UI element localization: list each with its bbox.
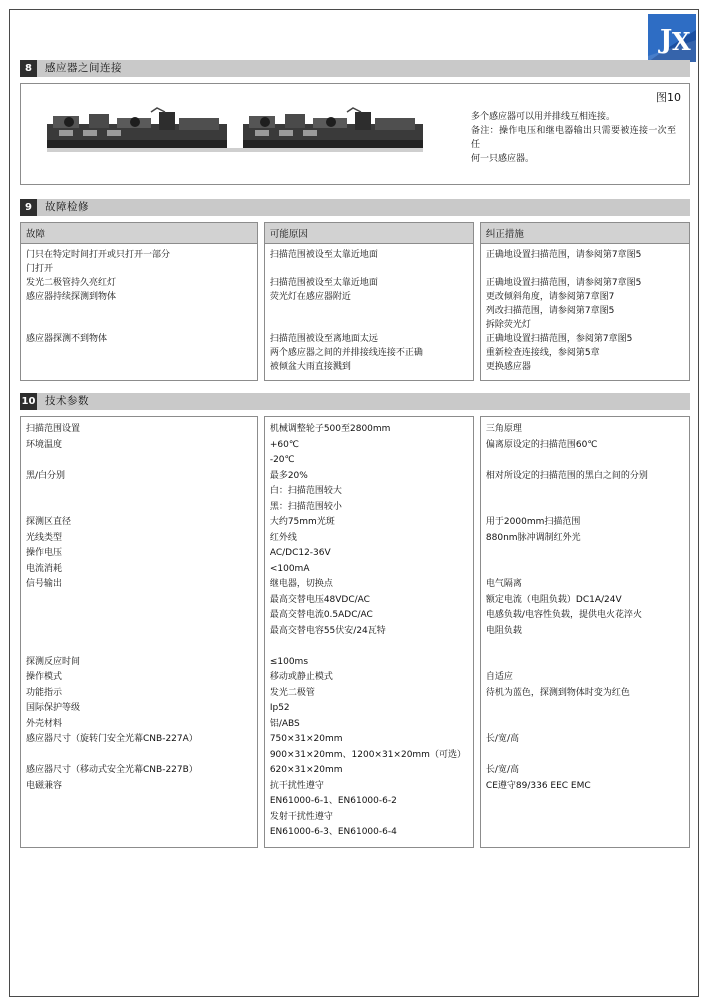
list-item: Ip52 [269,703,290,713]
list-item: +60℃ [269,439,299,450]
list-item: 铝/ABS [269,718,300,729]
list-item [486,562,684,578]
section-title: 技术参数 [37,393,690,410]
list-item: 最高交替电容55伏安/24瓦特 [269,625,386,636]
table-row: 拆除荧光灯 [485,320,531,330]
figure-caption-line-2: 备注：操作电压和继电器输出只需要被连接一次至任 [471,126,676,150]
figure-box-10 [20,83,690,185]
list-item: 国际保护等级 [26,703,81,713]
table-row: 门只在特定时间打开或只打开一部分 [26,250,171,260]
list-item [486,484,684,500]
list-item: 信号输出 [26,579,63,589]
list-item: 880nm脉冲调制红外光 [485,532,581,543]
list-item: -20℃ [269,455,295,465]
list-item: 黑：扫描范围较小 [269,501,342,512]
list-item: 感应器尺寸（移动式安全光幕CNB-227B） [26,765,198,775]
list-item [486,717,684,733]
trouble-column-action [480,222,690,381]
table-row: 更换感应器 [485,362,531,372]
table-row: 两个感应器之间的并排接线连接不正确 [269,348,423,358]
list-item: 环境温度 [26,439,63,450]
list-item [26,748,252,764]
spec-column-value [264,416,474,848]
column-header-cause: 可能原因 [265,223,473,244]
list-item: 三角原理 [485,424,522,434]
column-header-action: 纠正措施 [481,223,689,244]
column-body-cause [265,244,473,380]
table-row: 感应器探测不到物体 [26,334,108,344]
list-item [26,624,252,640]
list-item [486,639,684,655]
spec-column-note [480,416,690,848]
list-item: 操作模式 [26,672,63,682]
list-item: 长/宽/高 [485,765,519,775]
list-item: 最多20% [269,470,308,481]
section-number: 10 [20,393,37,410]
list-item: 抗干扰性遵守 [269,780,324,791]
list-item: 探测反应时间 [26,656,81,667]
table-row: 列改扫描范围，请参阅第7章图5 [485,306,615,316]
list-item [486,655,684,671]
list-item [486,701,684,717]
jx-logo-icon [644,10,700,66]
table-row [26,360,252,374]
spec-table [20,416,690,848]
list-item [26,639,252,655]
table-row: 荧光灯在感应器附近 [269,292,351,302]
table-row [270,262,468,276]
list-item [486,500,684,516]
list-item: 额定电流（电阻负载）DC1A/24V [485,594,622,605]
table-row: 正确地设置扫描范围，请参阅第7章图5 [485,278,642,288]
section-title: 感应器之间连接 [37,60,690,77]
list-item: 900×31×20mm、1200×31×20mm（可选） [269,749,466,760]
section-title: 故障检修 [37,199,690,216]
list-item: 功能指示 [26,687,63,698]
list-item: 机械调整轮子500至2800mm [269,424,391,434]
table-row: 正确地设置扫描范围，参阅第7章图5 [485,334,633,344]
column-header-fault: 故障 [21,223,257,244]
list-item: 继电器，切换点 [269,579,333,589]
list-item: <100mA [269,563,310,574]
list-item: 外壳材料 [26,718,63,729]
list-item [486,748,684,764]
svg-text:X: X [672,27,691,56]
table-row: 感应器持续探测到物体 [26,292,117,302]
trouble-column-fault [20,222,258,381]
list-item: 移动或静止模式 [269,672,333,682]
list-item [26,484,252,500]
table-row [270,318,468,332]
table-row: 门打开 [26,264,54,274]
list-item: 电磁兼容 [26,780,63,791]
content-area [20,60,690,848]
list-item [26,500,252,516]
list-item: 长/宽/高 [485,734,519,744]
list-item [26,608,252,624]
list-item [270,639,468,655]
list-item: 光线类型 [26,532,63,543]
list-item: 电气隔离 [485,579,522,589]
list-item: 电感负载/电容性负载，提供电火花淬火 [485,610,642,620]
list-item: 白：扫描范围较大 [269,486,342,496]
list-item: 用于2000mm扫描范围 [485,517,581,527]
column-body-fault [21,244,257,380]
list-item: 偏离原设定的扫描范围60℃ [485,439,598,450]
figure-caption-line-1: 多个感应器可以用并排线互相连接。 [471,112,616,122]
figure-caption [471,110,676,166]
list-item: ≤100ms [269,656,309,667]
list-item: 最高交替电压48VDC/AC [269,594,370,605]
spec-column-parameter [20,416,258,848]
list-item [26,593,252,609]
figure-caption-line-3: 何一只感应器。 [471,154,535,164]
table-row: 发光二极管持久亮红灯 [26,278,117,288]
list-item: CE遵守89/336 EEC EMC [485,780,591,791]
list-item [486,546,684,562]
sensor-connection-photo [39,106,439,164]
list-item [486,453,684,469]
list-item: AC/DC12-36V [269,548,331,558]
list-item: 操作电压 [26,548,63,558]
table-row: 扫描范围被设至离地面太远 [269,334,378,344]
list-item: 发光二极管 [269,687,315,698]
list-item: 发射干扰性遵守 [269,811,333,822]
list-item: 大约75mm光斑 [269,517,335,527]
section-header-10 [20,393,690,410]
troubleshooting-table [20,222,690,381]
section-number: 9 [20,199,37,216]
spacer [20,381,690,393]
list-item: 扫描范围设置 [26,424,81,434]
table-row: 正确地设置扫描范围，请参阅第7章图5 [485,250,642,260]
list-item: 最高交替电流0.5ADC/AC [269,610,373,620]
list-item: 750×31×20mm [269,734,343,744]
section-number: 8 [20,60,37,77]
table-row [486,262,684,276]
list-item: EN61000-6-3、EN61000-6-4 [269,827,397,837]
list-item: EN61000-6-1、EN61000-6-2 [269,796,397,806]
column-body-action [481,244,689,380]
list-item: 待机为蓝色，探测到物体时变为红色 [485,687,630,698]
section-header-9 [20,199,690,216]
list-item: 电阻负载 [485,625,522,636]
figure-label: 图10 [656,91,681,104]
trouble-column-cause [264,222,474,381]
svg-text:J: J [660,25,673,55]
table-row [26,318,252,332]
table-row: 扫描范围被设至太靠近地面 [269,250,378,260]
list-item: 黑/白分别 [26,470,66,481]
table-row: 扫描范围被设至太靠近地面 [269,278,378,288]
list-item [26,453,252,469]
list-item: 感应器尺寸（旋转门安全光幕CNB-227A） [26,734,198,744]
table-row [270,304,468,318]
table-row: 重新检查连接线，参阅第5章 [485,348,600,358]
list-item: 探测区直径 [26,517,72,527]
table-row [26,346,252,360]
list-item: 电流消耗 [26,563,63,574]
section-header-8 [20,60,690,77]
list-item: 620×31×20mm [269,765,343,775]
table-row: 被倾盆大雨直接溅到 [269,362,351,372]
list-item: 自适应 [485,672,513,682]
table-row [26,304,252,318]
list-item: 相对所设定的扫描范围的黑白之间的分别 [485,470,648,481]
list-item: 红外线 [269,532,297,543]
table-row: 更改倾斜角度，请参阅第7章图7 [485,292,615,302]
